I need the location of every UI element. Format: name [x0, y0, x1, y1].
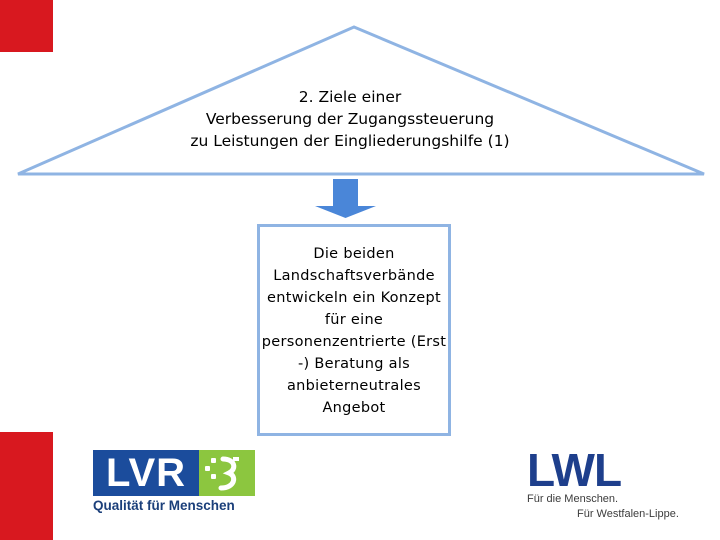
roof-title	[140, 86, 560, 152]
box-line-6: -) Beratung als	[297, 356, 411, 372]
lvr-tagline: Qualität für Menschen	[93, 498, 235, 513]
box-line-3: entwickeln ein Konzept	[267, 290, 441, 306]
lvr-logo-wordmark: LVR	[93, 450, 199, 496]
roof-title-line-1: 2. Ziele einer	[298, 88, 402, 106]
lwl-logo	[527, 444, 697, 524]
content-box-text	[258, 243, 450, 419]
lvr-logo	[93, 450, 255, 518]
box-line-2: Landschaftsverbände	[273, 268, 435, 284]
box-line-5: personenzentrierte (Erst	[261, 334, 447, 350]
box-line-4: für eine	[324, 312, 384, 328]
down-arrow	[315, 179, 376, 218]
roof-title-line-2: Verbesserung der Zugangssteuerung	[205, 110, 495, 128]
box-line-1: Die beiden	[313, 246, 395, 262]
red-accent-bar-bottom	[0, 432, 53, 540]
roof-title-line-3: zu Leistungen der Eingliederungshilfe (1)	[190, 132, 510, 150]
box-line-7: anbieterneutrales	[287, 378, 421, 394]
lwl-slogan-line-2: Für Westfalen-Lippe.	[577, 508, 679, 520]
box-line-8: Angebot	[322, 400, 386, 416]
lvr-face-icon	[199, 450, 255, 496]
lwl-slogan-line-1: Für die Menschen.	[527, 493, 619, 505]
lwl-logo-wordmark: LWL	[527, 444, 622, 496]
